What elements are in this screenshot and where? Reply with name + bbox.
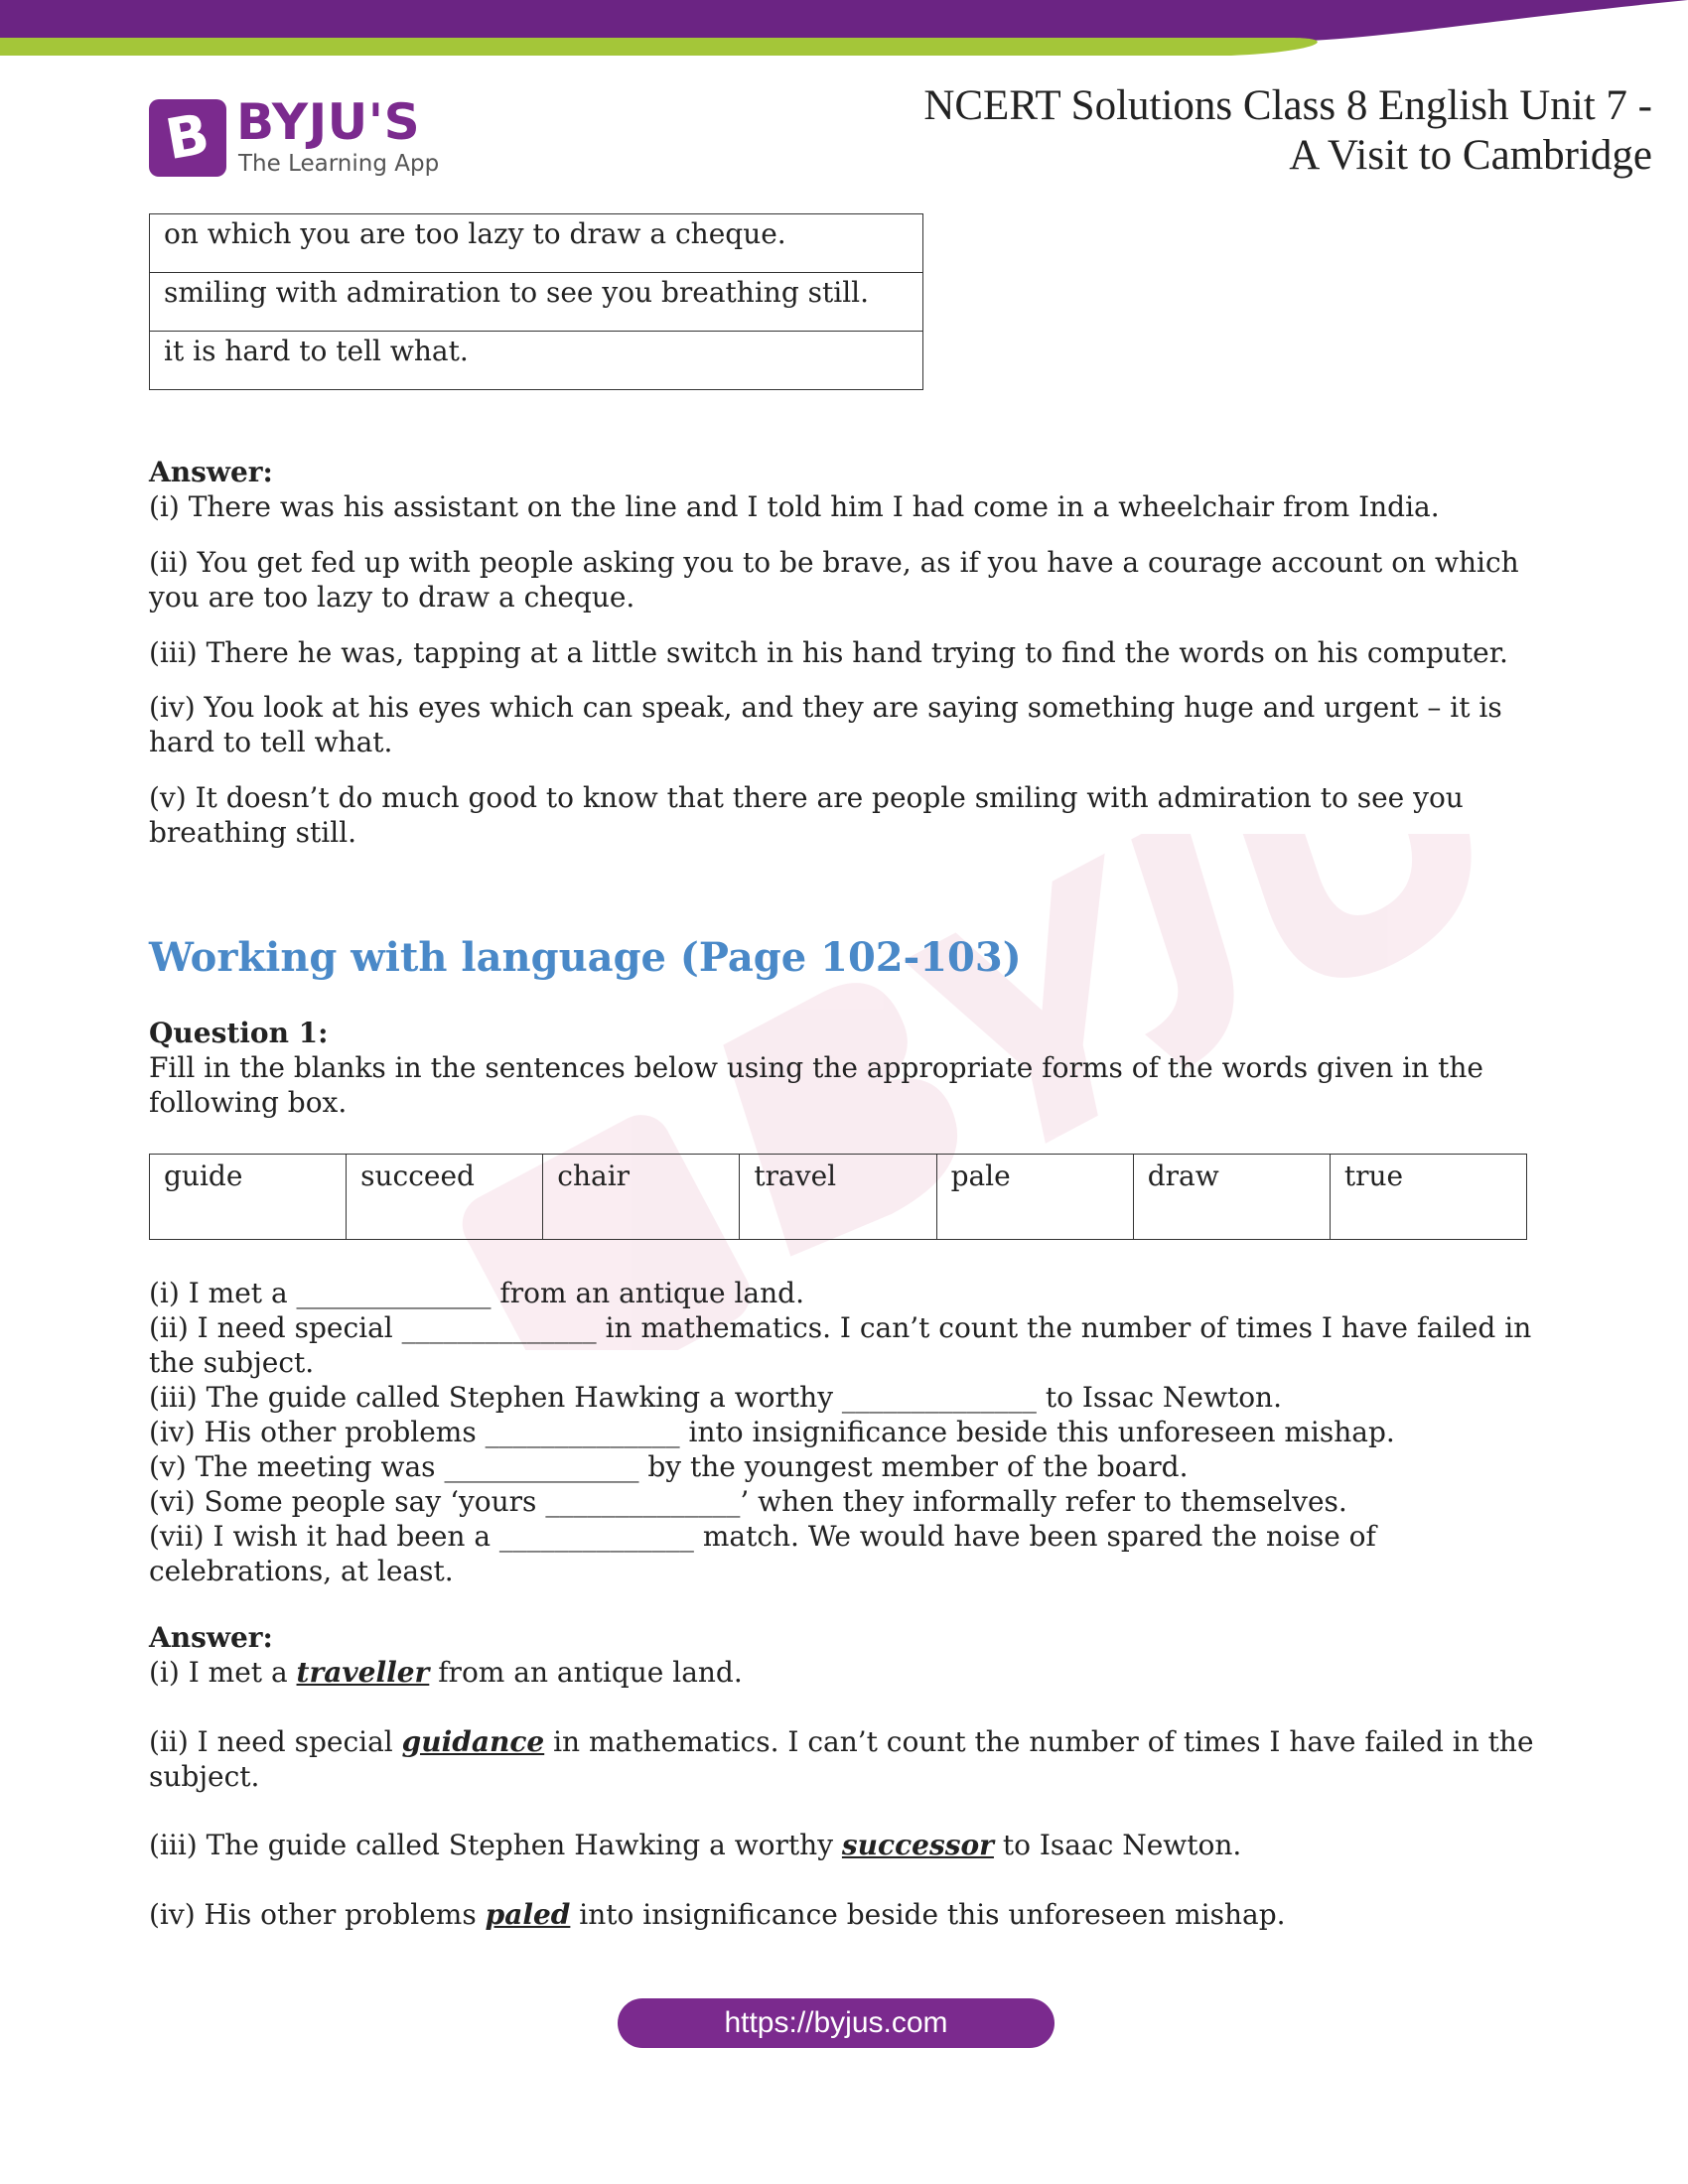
answer-text: into insignificance beside this unforeseen mishap. bbox=[570, 1898, 1286, 1931]
blank-line: ______________ bbox=[296, 1277, 492, 1309]
word-cell: draw bbox=[1133, 1155, 1330, 1240]
fill-sentence bbox=[149, 1310, 1539, 1380]
logo-tagline: The Learning App bbox=[238, 151, 440, 177]
answer-item bbox=[149, 1655, 1539, 1690]
answer-word: guidance bbox=[401, 1725, 545, 1758]
fill-sentence bbox=[149, 1484, 1539, 1519]
sentence-text: into insignificance beside this unforeseen mishap. bbox=[679, 1416, 1395, 1448]
answer-label: Answer: bbox=[149, 1621, 273, 1654]
document-title-line-1: NCERT Solutions Class 8 English Unit 7 - bbox=[923, 82, 1652, 129]
blank-line: ______________ bbox=[444, 1450, 639, 1483]
blank-line: ______________ bbox=[545, 1485, 741, 1518]
match-table-continued bbox=[149, 213, 923, 390]
sentence-text: (i) I met a bbox=[149, 1277, 297, 1309]
sentence-text: to Issac Newton. bbox=[1036, 1381, 1282, 1414]
blank-line: ______________ bbox=[498, 1520, 694, 1553]
answer-text: to Isaac Newton. bbox=[993, 1829, 1242, 1861]
answer-word: paled bbox=[485, 1898, 571, 1931]
logo-b-letter: B bbox=[161, 101, 214, 174]
sentence-text: from an antique land. bbox=[491, 1277, 804, 1309]
answer-text: (iv) His other problems bbox=[149, 1898, 486, 1931]
table-row bbox=[150, 1155, 1527, 1240]
answer-word: traveller bbox=[296, 1656, 430, 1689]
blank-line: ______________ bbox=[401, 1311, 597, 1344]
table-row bbox=[150, 214, 923, 273]
answer-item bbox=[149, 1724, 1539, 1794]
word-cell: succeed bbox=[347, 1155, 543, 1240]
document-title bbox=[759, 81, 1652, 181]
sentence-text: (iii) The guide called Stephen Hawking a worthy bbox=[149, 1381, 842, 1414]
answer-item bbox=[149, 1897, 1539, 1932]
answer-item: (iv) You look at his eyes which can speak, and they are saying something huge and urgent – it is hard to tell what. bbox=[149, 691, 1502, 758]
sentence-text: (vi) Some people say ‘yours bbox=[149, 1485, 546, 1518]
sentence-text: (iv) His other problems bbox=[149, 1416, 486, 1448]
fill-sentence bbox=[149, 1415, 1539, 1449]
table-cell: on which you are too lazy to draw a cheque. bbox=[150, 214, 923, 273]
answer-text: in mathematics. I can’t count the number of times I have failed in the subject. bbox=[149, 1725, 1534, 1793]
document-title-line-2: A Visit to Cambridge bbox=[1289, 132, 1652, 179]
answer-item: (i) There was his assistant on the line and I told him I had come in a wheelchair from India. bbox=[149, 490, 1440, 523]
answer-item: (iii) There he was, tapping at a little switch in his hand trying to find the words on his computer. bbox=[149, 636, 1508, 669]
logo-wordmark: BYJU'S bbox=[236, 93, 421, 151]
fill-sentence bbox=[149, 1380, 1539, 1415]
website-link[interactable]: https://byjus.com bbox=[618, 1998, 1055, 2048]
table-row bbox=[150, 332, 923, 390]
logo-b-icon bbox=[149, 99, 226, 177]
answer-text: from an antique land. bbox=[429, 1656, 743, 1689]
byjus-logo bbox=[149, 93, 447, 179]
fill-sentence bbox=[149, 1276, 1539, 1310]
question-label: Question 1: bbox=[149, 1017, 329, 1049]
fill-sentence bbox=[149, 1519, 1539, 1588]
sentence-text: match. We would have been spared the noise of celebrations, at least. bbox=[149, 1520, 1376, 1587]
answer-text: (i) I met a bbox=[149, 1656, 297, 1689]
sentence-text: in mathematics. I can’t count the number of times I have failed in the subject. bbox=[149, 1311, 1532, 1379]
word-cell: chair bbox=[543, 1155, 740, 1240]
answer-item: (v) It doesn’t do much good to know that there are people smiling with admiration to see you breathing still. bbox=[149, 781, 1464, 849]
header-color-bands bbox=[0, 0, 1688, 60]
answer-item: (ii) You get fed up with people asking you to be brave, as if you have a courage account on which you are too lazy to draw a cheque. bbox=[149, 546, 1519, 614]
table-row bbox=[150, 273, 923, 332]
table-cell: it is hard to tell what. bbox=[150, 332, 923, 390]
blank-line: ______________ bbox=[841, 1381, 1037, 1414]
sentence-text: (v) The meeting was bbox=[149, 1450, 445, 1483]
sentence-text: (vii) I wish it had been a bbox=[149, 1520, 499, 1553]
fill-sentence bbox=[149, 1449, 1539, 1484]
answer-text: (ii) I need special bbox=[149, 1725, 402, 1758]
question-instruction: Fill in the blanks in the sentences below using the appropriate forms of the words given in the following box. bbox=[149, 1051, 1483, 1119]
word-cell: pale bbox=[936, 1155, 1133, 1240]
sentence-text: (ii) I need special bbox=[149, 1311, 402, 1344]
section-heading: Working with language (Page 102-103) bbox=[149, 934, 1022, 981]
word-cell: travel bbox=[740, 1155, 936, 1240]
word-cell: true bbox=[1330, 1155, 1526, 1240]
word-cell: guide bbox=[150, 1155, 347, 1240]
answer-text: (iii) The guide called Stephen Hawking a worthy bbox=[149, 1829, 842, 1861]
answer-item bbox=[149, 1828, 1539, 1862]
blank-line: ______________ bbox=[485, 1416, 680, 1448]
word-box-table bbox=[149, 1154, 1527, 1240]
answer-word: successor bbox=[841, 1829, 994, 1861]
sentence-text: ’ when they informally refer to themselves. bbox=[740, 1485, 1347, 1518]
sentence-text: by the youngest member of the board. bbox=[638, 1450, 1189, 1483]
answer-label: Answer: bbox=[149, 456, 273, 488]
table-cell: smiling with admiration to see you breathing still. bbox=[150, 273, 923, 332]
